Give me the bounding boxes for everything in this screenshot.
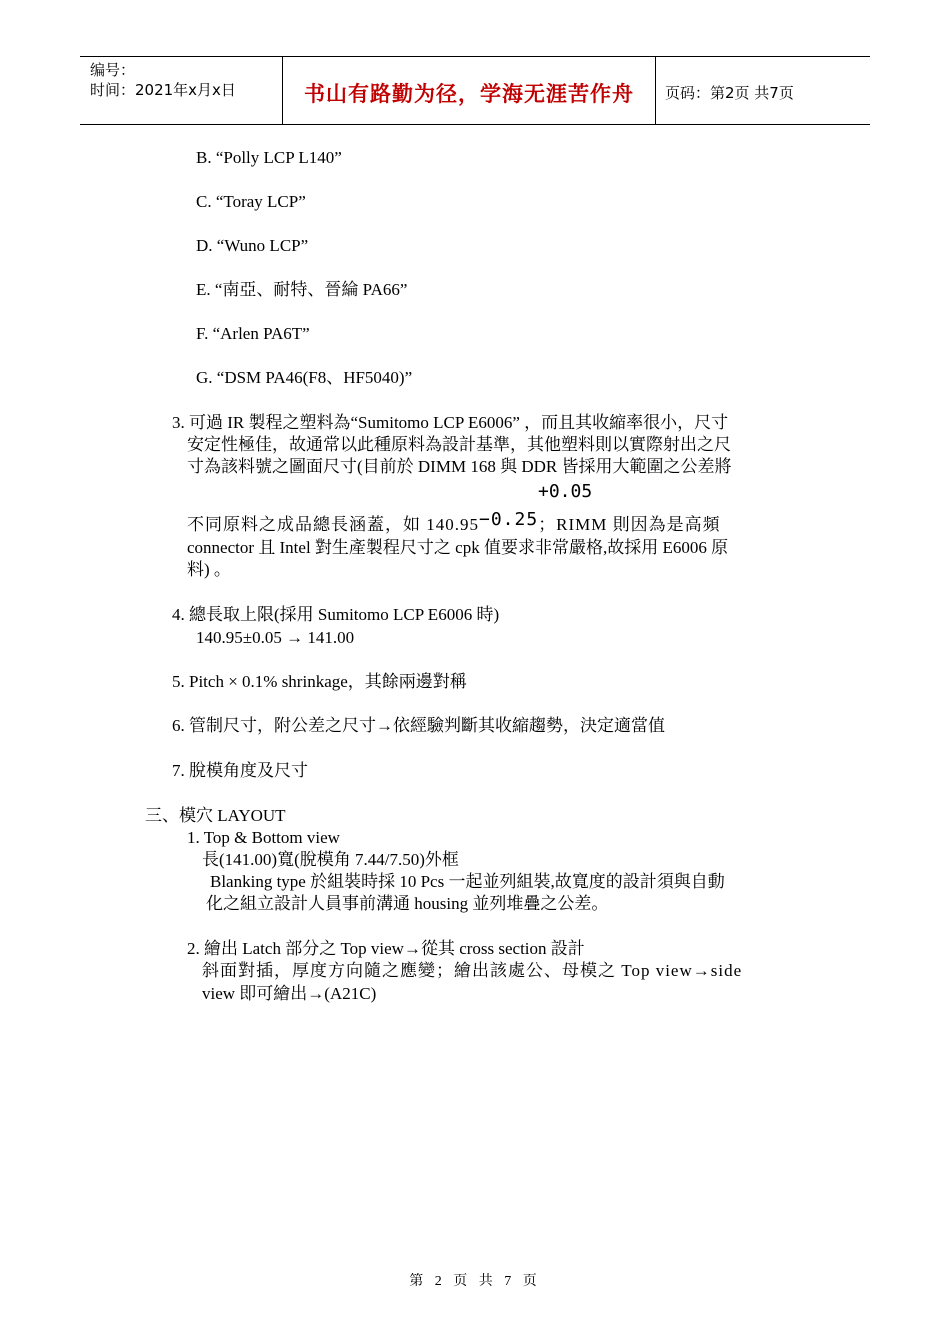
- paragraph-4-line-1: 4. 總長取上限(採用 Sumitomo LCP E6006 時): [172, 605, 500, 624]
- list-item-g: G. “DSM PA46(F8、HF5040)”: [196, 368, 413, 387]
- section-3-heading: 三、模穴 LAYOUT: [145, 806, 286, 825]
- paragraph-3-line-5: connector 且 Intel 對生產製程尺寸之 cpk 值要求非常嚴格,故採用 E6006 原: [187, 538, 729, 557]
- paragraph-3-line-3: 寸為該料號之圖面尺寸(目前於 DIMM 168 與 DDR 皆採用大範圍之公差將: [187, 457, 732, 476]
- paragraph-3-line-4-start: 不同原料之成品總長涵蓋，如 140.95: [187, 515, 479, 534]
- list-item-d: D. “Wuno LCP”: [196, 236, 309, 255]
- list-item-b: B. “Polly LCP L140”: [196, 148, 342, 167]
- list-item-e: E. “南亞、耐特、晉綸 PA66”: [196, 280, 408, 299]
- section-3-item-2-line-a: 斜面對插，厚度方向隨之應變；繪出該處公、母模之 Top view→side: [202, 961, 743, 980]
- paragraph-3-line-4-end: ；RIMM 則因為是高頻: [538, 515, 721, 534]
- paragraph-4-line-2: 140.95±0.05 → 141.00: [196, 628, 355, 647]
- header-motto: 书山有路勤为径，学海无涯苦作舟: [304, 82, 634, 106]
- section-3-item-2: 2. 繪出 Latch 部分之 Top view→從其 cross section 設計: [187, 939, 585, 958]
- paragraph-3-line-6: 料) 。: [187, 560, 231, 579]
- section-3-item-1: 1. Top & Bottom view: [187, 828, 340, 847]
- header-page-label: 页码：第2页 共7页: [665, 84, 794, 102]
- tolerance-upper: +0.05: [538, 481, 593, 502]
- time-label: 时间：2021年x月x日: [90, 81, 236, 99]
- header-meta: [90, 60, 236, 100]
- paragraph-7: 7. 脫模角度及尺寸: [172, 761, 308, 780]
- section-3-item-1-line-c: 化之組立設計人員事前溝通 housing 並列堆疊之公差。: [206, 894, 609, 913]
- header-divider-right: [655, 56, 656, 125]
- list-item-f: F. “Arlen PA6T”: [196, 324, 310, 343]
- section-3-item-2-line-b: view 即可繪出→(A21C): [202, 984, 377, 1003]
- header-top-rule: [80, 56, 870, 57]
- list-item-c: C. “Toray LCP”: [196, 192, 306, 211]
- header-bottom-rule: [80, 124, 870, 125]
- section-3-item-1-line-a: 長(141.00)寬(脫模角 7.44/7.50)外框: [202, 850, 459, 869]
- paragraph-3-line-2: 安定性極佳，故通常以此種原料為設計基準，其他塑料則以實際射出之尺: [187, 435, 731, 454]
- number-label: 编号：: [90, 61, 136, 79]
- paragraph-3-line-4: [187, 509, 721, 536]
- paragraph-3-line-1: 3. 可過 IR 製程之塑料為“Sumitomo LCP E6006” ，而且其收縮率很小，尺寸: [172, 413, 729, 432]
- paragraph-6: 6. 管制尺寸，附公差之尺寸→依經驗判斷其收縮趨勢，決定適當值: [172, 716, 665, 735]
- paragraph-5: 5. Pitch × 0.1% shrinkage，其餘兩邊對稱: [172, 672, 467, 691]
- page-footer: 第 2 页 共 7 页: [409, 1274, 541, 1289]
- tolerance-lower: −0.25: [479, 509, 539, 530]
- section-3-item-1-line-b: Blanking type 於組裝時採 10 Pcs 一起並列組裝,故寬度的設計須與自動: [210, 872, 725, 891]
